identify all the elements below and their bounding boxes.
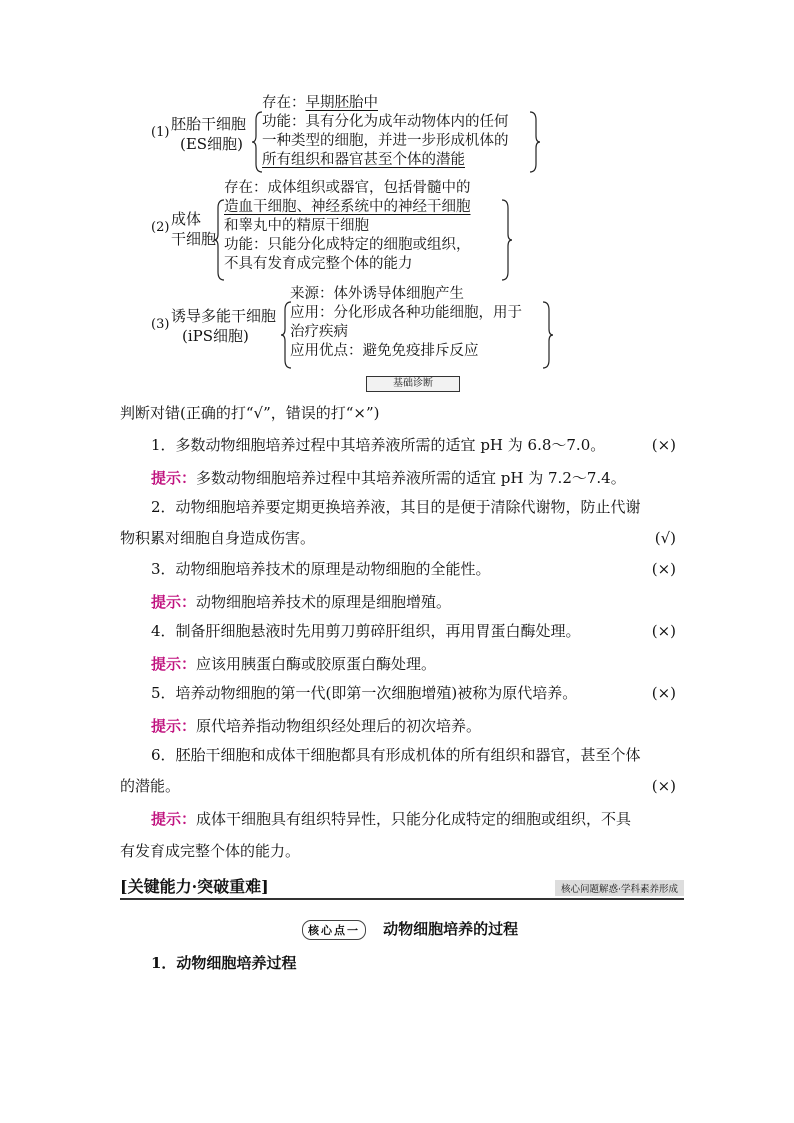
core-badge: 核心点一 bbox=[302, 920, 366, 940]
question-3 bbox=[120, 554, 676, 585]
right-brace bbox=[528, 110, 540, 174]
line: 和睾丸中的精原干细胞 bbox=[224, 218, 369, 234]
hint-text: 多数动物细胞培养过程中其培养液所需的适宜 pH 为 7.2～7.4。 bbox=[196, 469, 626, 487]
hint-label: 提示： bbox=[151, 655, 197, 673]
answer-mark: (√) bbox=[654, 529, 676, 547]
answer-mark: (×) bbox=[651, 684, 676, 702]
item-name: 成体 bbox=[171, 210, 202, 228]
item-name-sub: 干细胞 bbox=[171, 230, 217, 248]
question-4 bbox=[120, 616, 676, 647]
question-2 bbox=[120, 492, 676, 554]
hint-text: 成体干细胞具有组织特异性，只能分化成特定的细胞或组织，不具 bbox=[196, 810, 632, 828]
answer-mark: (×) bbox=[651, 560, 676, 578]
intro-text: 判断对错(正确的打“√”，错误的打“×”) bbox=[120, 404, 380, 422]
line: 一种类型的细胞，并进一步形成机体的 bbox=[262, 133, 509, 149]
question-text-cont: 物积累对细胞自身造成伤害。 (√) bbox=[120, 523, 676, 554]
hint-text: 原代培养指动物组织经处理后的初次培养。 bbox=[196, 717, 482, 735]
core-point bbox=[302, 918, 518, 938]
section-title: [关键能力·突破重难] bbox=[120, 877, 269, 896]
question-text-cont: 的潜能。 (×) bbox=[120, 771, 676, 802]
hint-label: 提示： bbox=[151, 810, 197, 828]
hint-1 bbox=[151, 467, 626, 488]
question-text: 4．制备肝细胞悬液时先用剪刀剪碎肝组织，再用胃蛋白酶处理。 bbox=[151, 622, 581, 640]
item-name-sub: (iPS细胞) bbox=[182, 327, 249, 345]
item-name-sub: (ES细胞) bbox=[180, 135, 243, 153]
question-text: 3．动物细胞培养技术的原理是动物细胞的全能性。 bbox=[151, 560, 491, 578]
item-number: (1) bbox=[151, 125, 170, 140]
line: 功能：只能分化成特定的细胞或组织， bbox=[224, 237, 471, 253]
line: 应用：分化形成各种功能细胞，用于 bbox=[290, 305, 522, 321]
line: 应用优点：避免免疫排斥反应 bbox=[290, 343, 479, 359]
hint-4 bbox=[151, 653, 436, 674]
question-5 bbox=[120, 678, 676, 709]
hint-label: 提示： bbox=[151, 717, 197, 735]
right-brace bbox=[500, 198, 512, 282]
underlined: 早期胚胎中 bbox=[305, 95, 378, 111]
line: 不具有发育成完整个体的能力 bbox=[224, 256, 413, 272]
hint-5 bbox=[151, 715, 481, 736]
hint-label: 提示： bbox=[151, 593, 197, 611]
question-text: 6．胚胎干细胞和成体干细胞都具有形成机体的所有组织和器官，甚至个体 bbox=[151, 746, 641, 764]
core-title: 动物细胞培养的过程 bbox=[383, 920, 519, 938]
section-subtitle: 核心问题解惑·学科素养形成 bbox=[555, 880, 684, 896]
answer-mark: (×) bbox=[651, 436, 676, 454]
item-number: (3) bbox=[151, 317, 170, 332]
item-number: (2) bbox=[151, 220, 170, 235]
item-name: 诱导多能干细胞 bbox=[171, 307, 277, 325]
line: 治疗疾病 bbox=[290, 324, 348, 340]
question-text: 2．动物细胞培养要定期更换培养液，其目的是便于清除代谢物，防止代谢 bbox=[151, 498, 641, 516]
hint-text: 应该用胰蛋白酶或胶原蛋白酶处理。 bbox=[196, 655, 437, 673]
section-banner: 基础诊断 bbox=[366, 376, 460, 392]
item-name: 胚胎干细胞 bbox=[171, 115, 247, 133]
question-text: 5．培养动物细胞的第一代(即第一次细胞增殖)被称为原代培养。 bbox=[151, 684, 578, 702]
section-header bbox=[120, 874, 684, 900]
line: 功能：具有分化为成年动物体内的任何 bbox=[262, 114, 509, 130]
hint-text: 动物细胞培养技术的原理是细胞增殖。 bbox=[196, 593, 452, 611]
answer-mark: (×) bbox=[651, 777, 676, 795]
line: 造血干细胞、神经系统中的神经干细胞 bbox=[224, 199, 471, 215]
hint-6-cont: 有发育成完整个体的能力。 bbox=[120, 842, 301, 860]
question-text: 1．多数动物细胞培养过程中其培养液所需的适宜 pH 为 6.8～7.0。 bbox=[151, 436, 606, 454]
line-prefix: 存在： bbox=[262, 95, 306, 111]
subheading: 1．动物细胞培养过程 bbox=[151, 954, 297, 972]
right-brace bbox=[541, 300, 553, 370]
question-1 bbox=[120, 430, 676, 461]
line bbox=[262, 94, 378, 113]
hint-label: 提示： bbox=[151, 469, 197, 487]
line: 所有组织和器官甚至个体的潜能 bbox=[262, 152, 465, 168]
hint-3 bbox=[151, 591, 451, 612]
answer-mark: (×) bbox=[651, 622, 676, 640]
line: 来源：体外诱导体细胞产生 bbox=[290, 286, 464, 302]
question-6 bbox=[120, 740, 676, 802]
hint-6 bbox=[151, 808, 631, 829]
line: 存在：成体组织或器官，包括骨髓中的 bbox=[224, 180, 471, 196]
